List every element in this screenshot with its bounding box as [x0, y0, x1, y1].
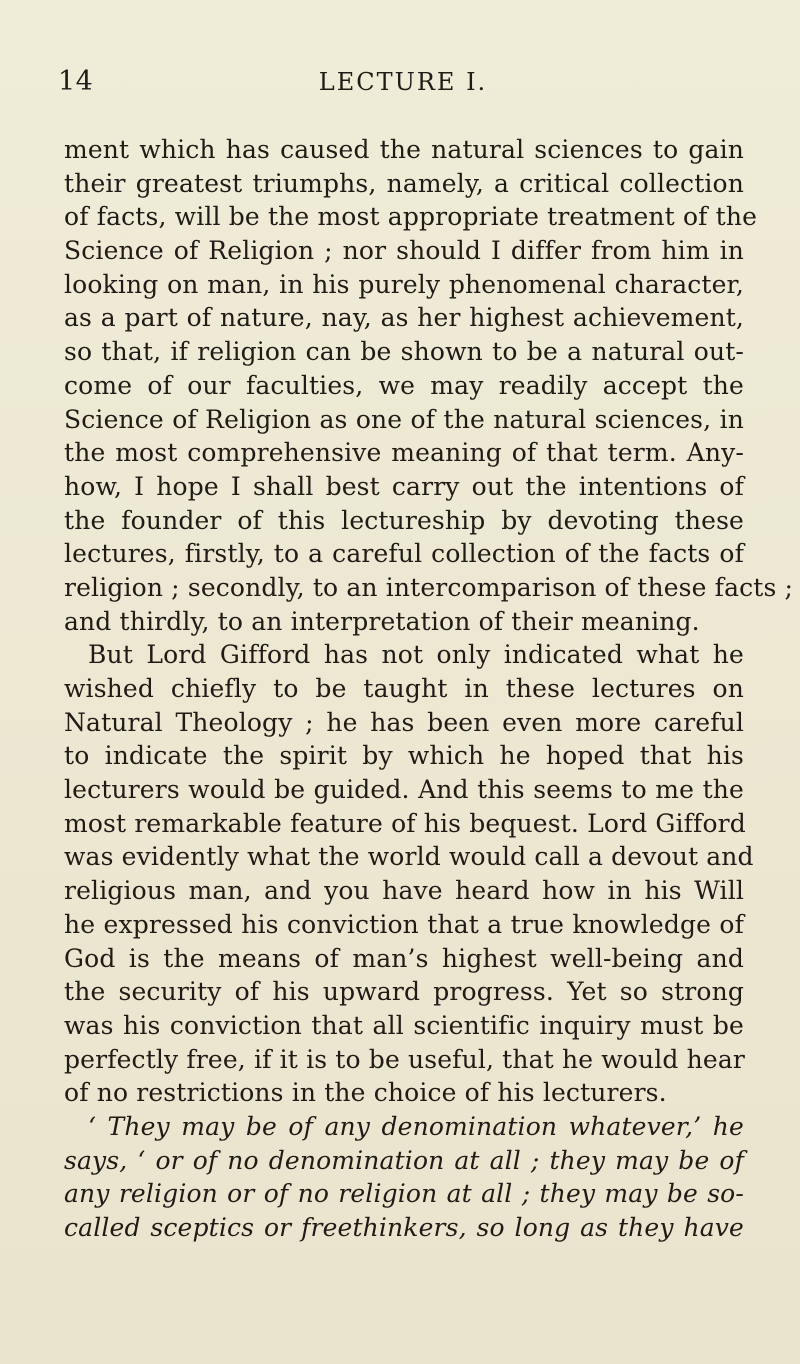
text-line: to indicate the spirit by which he hoped that his — [64, 741, 744, 771]
text-line: their greatest triumphs, namely, a critical collection — [64, 168, 744, 198]
text-line: he expressed his conviction that a true knowledge of — [64, 909, 744, 939]
text-line: ment which has caused the natural sciences to gain — [64, 135, 744, 164]
text-line: religious man, and you have heard how in his Will — [64, 876, 744, 906]
text-line: But Lord Gifford has not only indicated what he — [88, 640, 744, 670]
text-line: the most comprehensive meaning of that term. Any- — [64, 438, 744, 468]
text-line: Natural Theology ; he has been even more careful — [64, 707, 744, 737]
text-line: Science of Religion as one of the natural sciences, in — [64, 404, 744, 434]
running-head: LECTURE I. — [318, 68, 488, 96]
text-line: Science of Religion ; nor should I differ from him in — [64, 236, 744, 266]
text-line: most remarkable feature of his bequest. Lord Gifford — [64, 808, 746, 838]
body-text — [64, 133, 794, 1245]
quote-line: ‘ They may be of any denomination whatever,’ he — [88, 1111, 744, 1141]
text-line: the founder of this lectureship by devoting these — [64, 505, 744, 535]
text-line: of facts, will be the most appropriate treatment of the — [64, 202, 758, 232]
text-line: looking on man, in his purely phenomenal character, — [64, 269, 744, 299]
quote-line: says, ‘ or of no denomination at all ; they may be of — [64, 1145, 744, 1175]
text-line: perfectly free, if it is to be useful, that he would hear — [64, 1044, 745, 1074]
text-line: lecturers would be guided. And this seems to me the — [64, 775, 744, 805]
text-line: religion ; secondly, to an intercomparison of these facts ; — [64, 572, 794, 602]
text-line: wished chiefly to be taught in these lectures on — [64, 674, 744, 703]
text-line: and thirdly, to an interpretation of their meaning. — [64, 606, 700, 636]
page-header — [58, 66, 748, 106]
text-line: the security of his upward progress. Yet so strong — [64, 977, 744, 1007]
text-line: God is the means of man’s highest well-being and — [64, 943, 744, 973]
page-number: 14 — [58, 66, 94, 97]
quote-line: called sceptics or freethinkers, so long as they have — [64, 1213, 744, 1242]
text-line: of no restrictions in the choice of his lecturers. — [64, 1078, 667, 1108]
text-line: lectures, firstly, to a careful collection of the facts of — [64, 539, 744, 569]
quote-line: any religion or of no religion at all ; they may be so- — [64, 1179, 744, 1209]
text-line: was evidently what the world would call a devout and — [64, 842, 754, 872]
text-line: as a part of nature, nay, as her highest achievement, — [64, 303, 744, 333]
text-line: so that, if religion can be shown to be a natural out- — [64, 337, 744, 367]
text-line: how, I hope I shall best carry out the intentions of — [64, 471, 744, 501]
text-line: was his conviction that all scientific inquiry must be — [64, 1010, 744, 1040]
text-line: come of our faculties, we may readily accept the — [64, 370, 744, 400]
